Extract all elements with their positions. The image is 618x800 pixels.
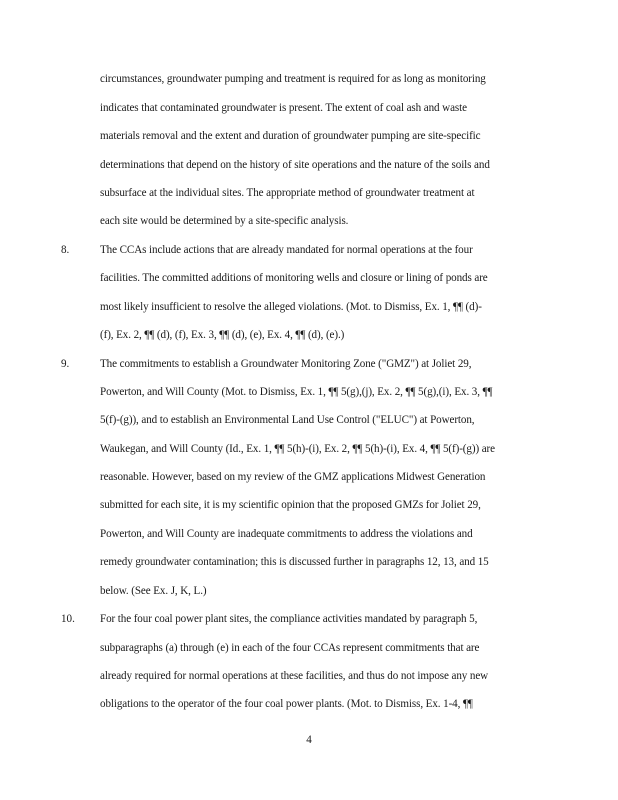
paragraph-number: 8. <box>61 244 70 256</box>
text-line: For the four coal power plant sites, the compliance activities mandated by paragraph 5, <box>100 613 478 625</box>
text-line: already required for normal operations at these facilities, and thus do not impose any new <box>100 670 489 682</box>
text-line: facilities. The committed additions of monitoring wells and closure or lining of ponds are <box>100 272 488 284</box>
text-line: determinations that depend on the history of site operations and the nature of the soils and <box>100 159 490 171</box>
text-line: circumstances, groundwater pumping and treatment is required for as long as monitoring <box>100 73 486 85</box>
paragraph-number: 9. <box>61 358 70 370</box>
text-line: Powerton, and Will County are inadequate commitments to address the violations and <box>100 528 473 540</box>
text-line: subparagraphs (a) through (e) in each of the four CCAs represent commitments that are <box>100 642 480 654</box>
text-line: each site would be determined by a site-specific analysis. <box>100 215 349 227</box>
paragraph-number: 10. <box>61 613 75 625</box>
text-line: subsurface at the individual sites. The appropriate method of groundwater treatment at <box>100 187 475 199</box>
text-line: 5(f)-(g)), and to establish an Environmental Land Use Control ("ELUC") at Powerton, <box>100 414 475 426</box>
text-line: most likely insufficient to resolve the alleged violations. (Mot. to Dismiss, Ex. 1, ¶¶ (d)- <box>100 301 482 313</box>
text-line: Powerton, and Will County (Mot. to Dismiss, Ex. 1, ¶¶ 5(g),(j), Ex. 2, ¶¶ 5(g),(i), Ex. 3, ¶¶ <box>100 386 493 398</box>
text-line: materials removal and the extent and duration of groundwater pumping are site-specific <box>100 130 481 142</box>
text-line: submitted for each site, it is my scientific opinion that the proposed GMZs for Joliet 29, <box>100 499 481 511</box>
text-line: below. (See Ex. J, K, L.) <box>100 585 207 597</box>
text-line: The commitments to establish a Groundwater Monitoring Zone ("GMZ") at Joliet 29, <box>100 358 472 370</box>
text-line: reasonable. However, based on my review of the GMZ applications Midwest Generation <box>100 471 486 483</box>
text-line: obligations to the operator of the four coal power plants. (Mot. to Dismiss, Ex. 1-4, ¶¶ <box>100 698 473 710</box>
text-line: Waukegan, and Will County (Id., Ex. 1, ¶¶ 5(h)-(i), Ex. 2, ¶¶ 5(h)-(i), Ex. 4, ¶¶ 5(f)-(g)) are <box>100 443 495 455</box>
text-line: The CCAs include actions that are already mandated for normal operations at the four <box>100 244 473 256</box>
text-line: remedy groundwater contamination; this is discussed further in paragraphs 12, 13, and 15 <box>100 556 489 568</box>
page-number: 4 <box>306 734 312 746</box>
text-line: (f), Ex. 2, ¶¶ (d), (f), Ex. 3, ¶¶ (d), (e), Ex. 4, ¶¶ (d), (e).) <box>100 329 345 341</box>
text-line: indicates that contaminated groundwater is present. The extent of coal ash and waste <box>100 102 467 114</box>
